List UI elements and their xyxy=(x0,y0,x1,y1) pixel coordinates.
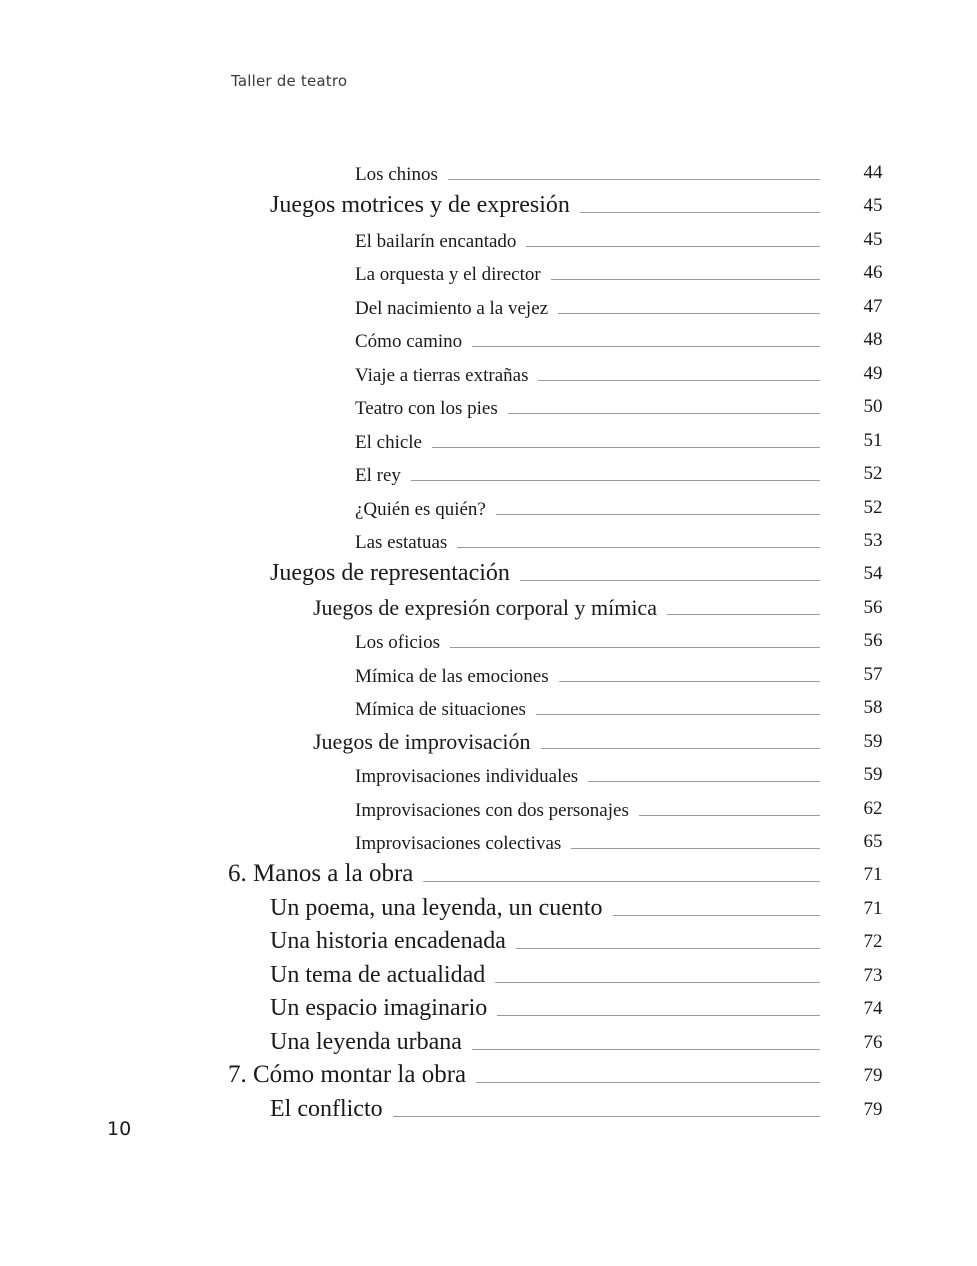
toc-entry-label: El rey xyxy=(355,465,401,487)
toc-entry xyxy=(355,758,820,788)
toc-entry-page-number: 48 xyxy=(863,329,883,351)
toc-entry-label: Un tema de actualidad xyxy=(270,961,486,988)
toc-entry xyxy=(270,959,820,989)
page-number: 10 xyxy=(107,1118,132,1140)
toc-entry xyxy=(313,591,820,621)
toc-entry-label: Las estatuas xyxy=(355,531,448,553)
toc-leader-line xyxy=(580,212,820,213)
toc-entry-label: Improvisaciones colectivas xyxy=(355,833,562,854)
toc-entry-page-number: 71 xyxy=(863,897,883,919)
toc-entry-label: Teatro con los pies xyxy=(355,398,498,420)
toc-entry-page-number: 52 xyxy=(863,496,883,518)
toc-entry-page-number: 46 xyxy=(863,262,883,284)
toc-entry xyxy=(228,858,820,888)
toc-entry xyxy=(313,725,820,755)
toc-entry xyxy=(355,323,820,353)
toc-leader-line xyxy=(613,915,820,916)
toc-entry-label: Mímica de situaciones xyxy=(355,699,526,721)
toc-entry-label: Mímica de las emociones xyxy=(355,665,549,687)
toc-leader-line xyxy=(496,514,820,515)
toc-entry-page-number: 59 xyxy=(863,730,883,752)
toc-entry xyxy=(355,825,820,855)
toc-leader-line xyxy=(432,447,820,448)
toc-entry-label: Juegos de improvisación xyxy=(313,728,531,754)
toc-entry-page-number: 79 xyxy=(863,1065,883,1087)
toc-entry-page-number: 79 xyxy=(863,1098,883,1120)
toc-leader-line xyxy=(393,1116,820,1117)
toc-entry-page-number: 45 xyxy=(863,195,883,217)
toc-leader-line xyxy=(476,1082,820,1083)
toc-entry xyxy=(355,524,820,554)
toc-entry-label: ¿Quién es quién? xyxy=(355,498,486,520)
toc-entry xyxy=(355,390,820,420)
toc-entry-page-number: 73 xyxy=(863,964,883,986)
toc-entry xyxy=(270,557,820,587)
toc-entry xyxy=(355,491,820,521)
toc-leader-line xyxy=(559,681,820,682)
toc-entry xyxy=(355,658,820,688)
toc-entry-label: 6. Manos a la obra xyxy=(228,860,414,888)
toc-entry-label: Los chinos xyxy=(355,164,438,185)
toc-leader-line xyxy=(472,1049,820,1050)
toc-entry-label: La orquesta y el director xyxy=(355,264,541,286)
toc-leader-line xyxy=(571,848,820,849)
toc-leader-line xyxy=(450,647,820,648)
toc-leader-line xyxy=(472,346,820,347)
toc-entry-label: Improvisaciones individuales xyxy=(355,766,579,788)
toc-entry-page-number: 74 xyxy=(863,998,883,1020)
toc-entry xyxy=(270,1093,820,1123)
toc-entry-label: Un espacio imaginario xyxy=(270,995,488,1022)
toc-leader-line xyxy=(588,781,820,782)
toc-leader-line xyxy=(508,413,820,414)
toc-entry-page-number: 71 xyxy=(863,864,883,886)
toc-leader-line xyxy=(423,881,820,882)
toc-leader-line xyxy=(526,246,820,247)
toc-entry-page-number: 56 xyxy=(863,630,883,652)
toc-entry-label: Los oficios xyxy=(355,632,440,654)
toc-entry-page-number: 76 xyxy=(863,1031,883,1053)
toc-leader-line xyxy=(558,313,820,314)
toc-leader-line xyxy=(520,580,820,581)
toc-entry-page-number: 47 xyxy=(863,295,883,317)
toc-entry-page-number: 44 xyxy=(863,162,883,183)
toc-entry xyxy=(270,189,820,219)
toc-entry-page-number: 54 xyxy=(863,563,883,585)
toc-entry-label: Una leyenda urbana xyxy=(270,1028,462,1055)
toc-entry-page-number: 57 xyxy=(863,663,883,685)
toc-entry xyxy=(355,223,820,253)
toc-entry-label: Juegos de expresión corporal y mímica xyxy=(313,594,657,620)
toc-leader-line xyxy=(538,380,820,381)
toc-leader-line xyxy=(639,815,820,816)
toc-entry-label: El chicle xyxy=(355,431,422,453)
toc-entry xyxy=(355,357,820,387)
toc-leader-line xyxy=(667,614,820,615)
toc-entry-label: Viaje a tierras extrañas xyxy=(355,364,529,386)
toc-entry-page-number: 58 xyxy=(863,697,883,719)
toc-entry xyxy=(270,992,820,1022)
toc-entry-label: El conflicto xyxy=(270,1095,383,1122)
toc-leader-line xyxy=(551,279,820,280)
toc-entry xyxy=(355,624,820,654)
toc-leader-line xyxy=(457,547,820,548)
toc-entry xyxy=(355,691,820,721)
toc-leader-line xyxy=(497,1015,820,1016)
toc-entry xyxy=(355,792,820,822)
toc-entry-page-number: 72 xyxy=(863,931,883,953)
toc-entry-page-number: 45 xyxy=(863,228,883,250)
toc-entry xyxy=(355,457,820,487)
toc-entry-label: 7. Cómo montar la obra xyxy=(228,1061,467,1089)
toc-leader-line xyxy=(448,179,820,180)
toc-leader-line xyxy=(541,748,820,749)
toc-entry-page-number: 65 xyxy=(863,831,883,852)
toc-entry-label: Improvisaciones con dos personajes xyxy=(355,799,629,821)
toc-entry xyxy=(355,256,820,286)
toc-entry-label: Juegos motrices y de expresión xyxy=(270,192,570,219)
toc-entry xyxy=(355,290,820,320)
toc-leader-line xyxy=(516,948,820,949)
toc-entry-page-number: 50 xyxy=(863,396,883,418)
toc-entry xyxy=(228,1059,820,1089)
toc-entry-page-number: 52 xyxy=(863,463,883,485)
toc-entry xyxy=(270,1026,820,1056)
toc-entry-page-number: 51 xyxy=(863,429,883,451)
toc-leader-line xyxy=(411,480,820,481)
toc-entry-page-number: 56 xyxy=(863,596,883,618)
toc-entry-label: Juegos de representación xyxy=(270,560,510,587)
toc-entry-label: Cómo camino xyxy=(355,331,463,353)
toc-entry-page-number: 59 xyxy=(863,764,883,786)
toc-entry-page-number: 53 xyxy=(863,529,883,551)
toc-entry-label: Una historia encadenada xyxy=(270,928,506,955)
toc-entry xyxy=(270,892,820,922)
toc-entry-page-number: 62 xyxy=(863,797,883,819)
toc-entry-page-number: 49 xyxy=(863,362,883,384)
toc-entry-label: Un poema, una leyenda, un cuento xyxy=(270,894,603,921)
running-header-title: Taller de teatro xyxy=(231,72,348,90)
toc-entry-label: El bailarín encantado xyxy=(355,230,517,252)
toc-entry xyxy=(355,424,820,454)
toc-leader-line xyxy=(495,982,820,983)
toc-leader-line xyxy=(536,714,820,715)
toc-entry xyxy=(355,156,820,186)
toc-entry-label: Del nacimiento a la vejez xyxy=(355,297,549,319)
toc-entry xyxy=(270,925,820,955)
